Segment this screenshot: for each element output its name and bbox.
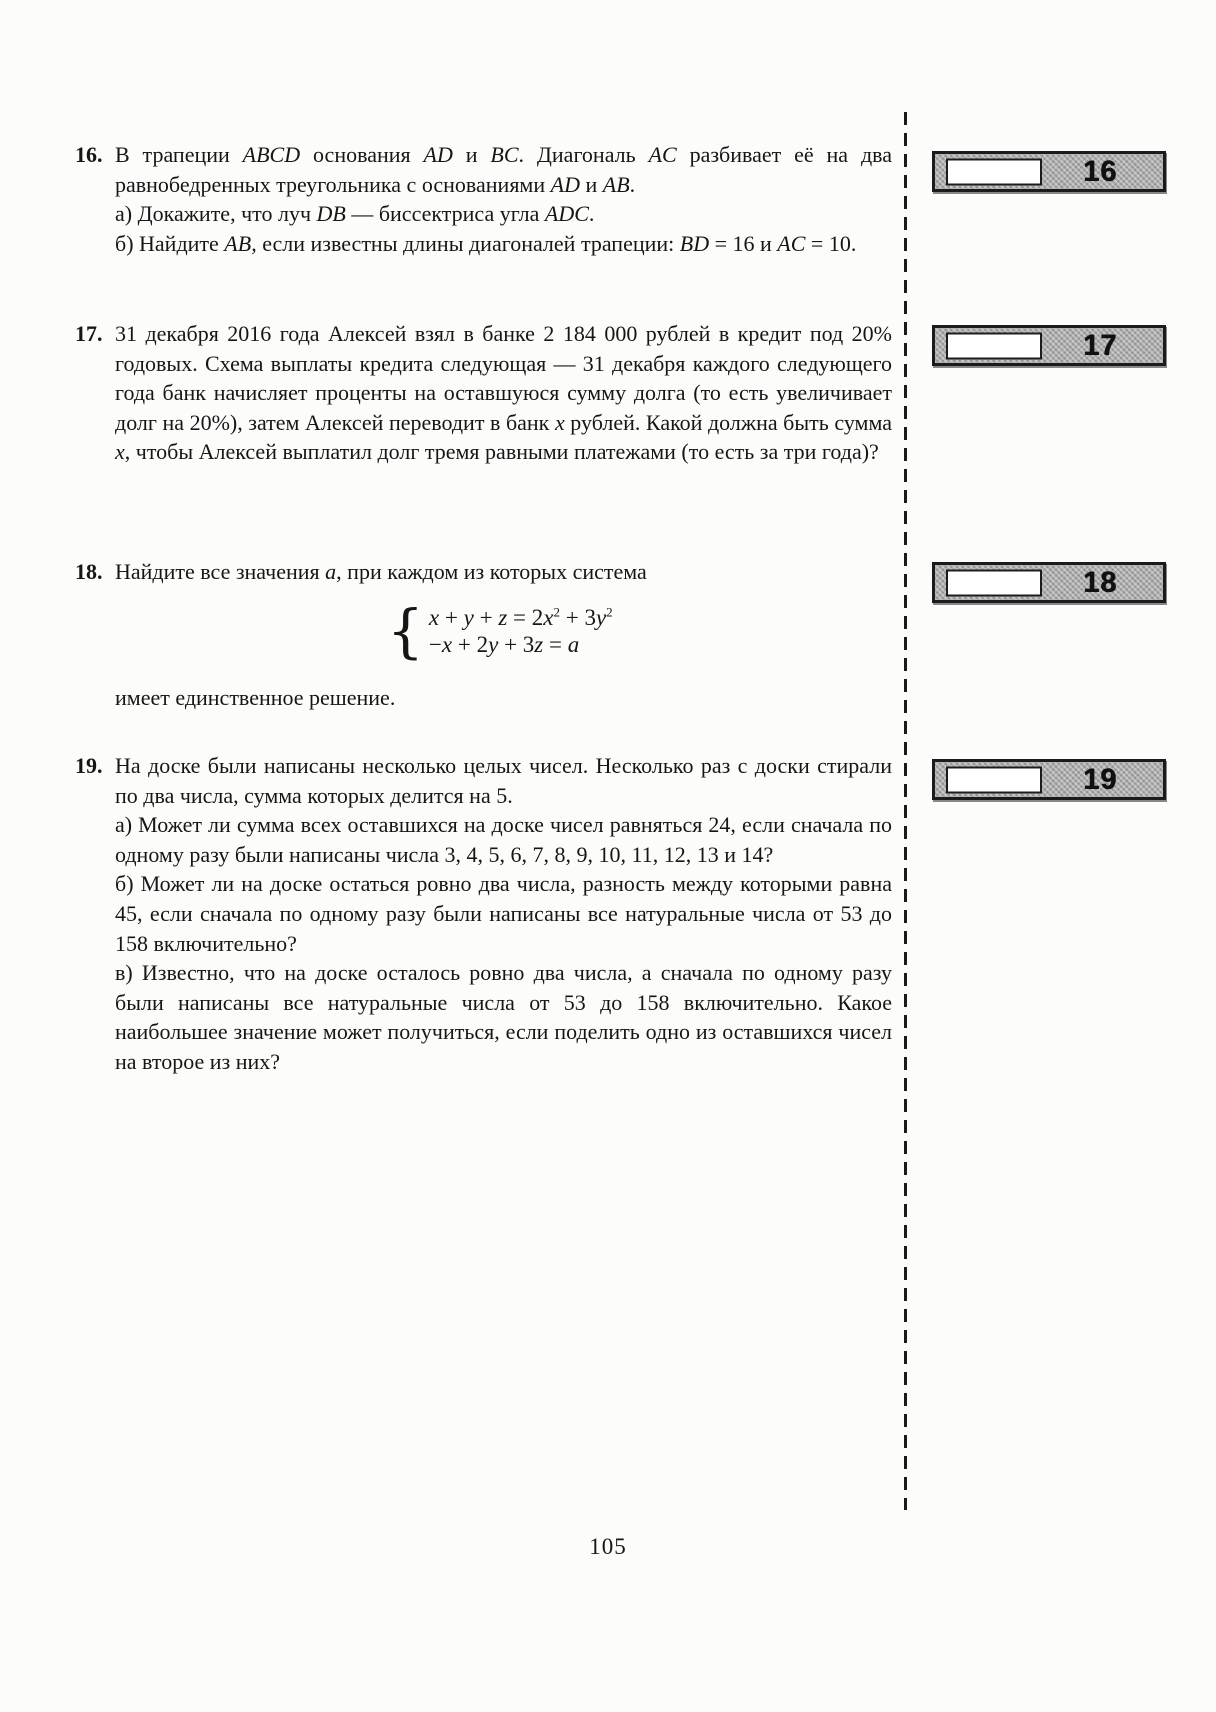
problem-19-intro: На доске были написаны несколько целых чисел. Несколько раз с доски стирали по два числа, сумма которых делится на 5. — [115, 753, 892, 808]
page-number: 105 — [589, 1534, 627, 1559]
problem-19-number: 19. — [75, 753, 103, 778]
system-equations — [429, 604, 613, 658]
answer-field-16 — [946, 158, 1042, 185]
answer-box-17 — [932, 325, 1166, 366]
problem-19-part-b: б) Может ли на доске остаться ровно два числа, разность между которыми равна 45, если сначала по одному разу были написаны все натуральные числа от 53 до 158 включительно? — [115, 871, 892, 956]
problem-16-part-b: б) Найдите AB, если известны длины диагоналей трапеции: BD = 16 и AC = 10. — [115, 230, 857, 256]
equation-system — [387, 596, 892, 665]
problem-17-text — [115, 319, 892, 467]
answer-field-17 — [946, 332, 1042, 359]
answer-box-19-label: 19 — [1083, 763, 1118, 795]
problem-18-text — [115, 557, 892, 712]
problem-19-part-a: а) Может ли сумма всех оставшихся на доске чисел равняться 24, если сначала по одному разу были написаны числа 3, 4, 5, 6, 7, 8, 9, 10, 11, 12, 13 и 14? — [115, 812, 892, 867]
problem-16-number: 16. — [75, 142, 103, 167]
problem-16-part-a: а) Докажите, что луч DB — биссектриса угла ADC. — [115, 201, 595, 227]
problem-17-body: 31 декабря 2016 года Алексей взял в банке 2 184 000 рублей в кредит под 20% годовых. Схема выплаты кредита следующая — 31 декабря каждого следующего года банк начисляет проценты на оставшуюся сумму долга (то есть увеличивает долг на 20%), затем Алексей переводит в банк x рублей. Какой должна быть сумма x, чтобы Алексей выплатил долг тремя равными платежами (то есть за три года)? — [115, 321, 893, 465]
dashed-separator-line — [904, 112, 907, 1510]
problem-16 — [75, 140, 893, 258]
problem-17-number: 17. — [75, 321, 103, 346]
answer-box-18-label: 18 — [1083, 566, 1118, 598]
problem-19-part-v: в) Известно, что на доске осталось ровно два числа, а сначала по одному разу были написаны все натуральные числа от 53 до 158 включительно. Какое наибольшее значение может получиться, если поделить одно из оставшихся чисел на второе из них? — [115, 960, 892, 1074]
problem-18 — [75, 557, 890, 712]
answer-box-16 — [932, 151, 1166, 192]
answer-box-17-label: 17 — [1083, 329, 1118, 361]
answer-box-19 — [932, 759, 1166, 800]
problem-18-closing: имеет единственное решение. — [115, 684, 396, 710]
problem-16-intro: В трапеции ABCD основания AD и BC. Диагональ AC разбивает её на два равнобедренных треугольника с основаниями AD и AB. — [115, 142, 893, 197]
problem-18-number: 18. — [75, 559, 103, 584]
answer-box-16-label: 16 — [1083, 155, 1118, 187]
problem-19 — [75, 751, 890, 1077]
equation-line-2: −x + 2y + 3z = a — [428, 631, 580, 657]
problem-19-text — [115, 751, 892, 1077]
problem-17 — [75, 319, 893, 467]
system-brace: { — [387, 596, 424, 665]
answer-field-18 — [946, 569, 1042, 596]
problem-16-text — [115, 140, 892, 258]
answer-box-18 — [932, 562, 1166, 603]
problem-18-intro: Найдите все значения a, при каждом из которых система — [115, 559, 647, 584]
equation-line-1: $x + y + z = 2x^2 + 3y^2$ — [428, 603, 613, 630]
answer-field-19 — [946, 766, 1042, 793]
